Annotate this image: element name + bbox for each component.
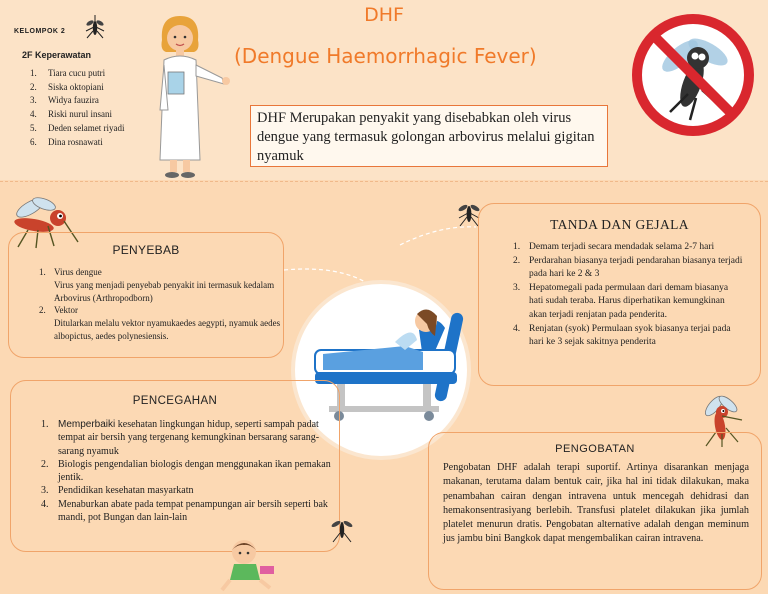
- list-item: 1. Demam terjadi secara mendadak selama 2-7 hari: [513, 242, 715, 252]
- member-item: 4. Riski nurul insani: [30, 109, 113, 120]
- member-item: 2. Siska oktopiani: [30, 81, 104, 92]
- list-item: 2. Biologis pengendalian biologis dengan menggunakan ikan pemakan jentik.: [41, 458, 331, 484]
- group-title: KELOMPOK 2: [14, 28, 66, 35]
- list-item: 4. Menaburkan abate pada tempat penampungan air bersih seperti bak mandi, pot Bungan dan lain-lain: [41, 498, 328, 524]
- child-illustration: [214, 536, 278, 592]
- pencegahan-list: [41, 418, 336, 524]
- list-item: 4. Renjatan (syok) Permulaan syok biasanya terjai pada hari ke 3 sejak sakitnya penderita: [513, 323, 731, 348]
- member-item: 6. Dina rosnawati: [30, 136, 103, 147]
- page-title: DHF: [364, 4, 404, 26]
- list-item: 3. Hepatomegali pada permulaan dari demam biasanya hati sudah teraba. Harus diperhatikan kemungkinan akan terjadi renjatan pada penderita.: [513, 282, 729, 320]
- class-name: 2F Keperawatan: [22, 50, 92, 60]
- list-item: 2. Vektor Ditularkan melalu vektor nyamukaedes aegypti, nyamuk aedes albopictus, aedes polynesiensis.: [39, 305, 281, 341]
- list-item: 2. Perdarahan biasanya terjadi pendarahan biasanya terjadi pada hari ke 2 & 3: [513, 255, 743, 280]
- member-list: [30, 67, 124, 149]
- pengobatan-card: [428, 432, 762, 590]
- penyebab-heading: PENYEBAB: [112, 243, 180, 257]
- list-item: 3. Pendidikan kesehatan masyarkatn: [41, 485, 194, 497]
- list-item: 1. Memperbaiki kesehatan lingkungan hidup, seperti sampah padat tempat air bersih yang tergenang kemungkinan bersarang sarang-sarang nyamuk: [41, 419, 320, 457]
- member-item: 5. Deden selamet riyadi: [30, 122, 125, 133]
- penyebab-card: [8, 232, 284, 358]
- page-subtitle: (Dengue Haemorrhagic Fever): [234, 44, 537, 68]
- mosquito-icon: [330, 514, 354, 544]
- member-item: 3. Widya fauzira: [30, 95, 99, 106]
- pengobatan-heading: PENGOBATAN: [555, 443, 635, 455]
- nurse-illustration: [150, 10, 240, 182]
- no-mosquito-icon: [630, 12, 756, 138]
- pencegahan-card: [10, 380, 340, 552]
- member-item: 1. Tiara cucu putri: [30, 68, 106, 78]
- list-item: 1. Virus dengue Virus yang menjadi penyebab penyakit ini termasuk kedalam Arbovirus (Arthropodborn): [39, 267, 275, 303]
- pengobatan-text: Pengobatan DHF adalah terapi suportif. Artinya disarankan menjaga makanan, terutama dalam bentuk cair, jika hal ini tidak dilakukan, maka penambahan cairan dengan intravena untuk mencegah dehidrasi dan hemakonsentrasiyang berlebih. Transfusi platelet dilakukan jika jumlah platelet menurun dratis. Pengobatan alternative adalah dengan meminum jus jambu bini Bangkok dapat mengembalikan cairan intravena.: [443, 462, 749, 545]
- penyebab-list: [39, 266, 283, 343]
- header-divider: [0, 181, 768, 182]
- pencegahan-heading: PENCEGAHAN: [132, 395, 218, 407]
- tanda-card: [478, 203, 761, 386]
- tanda-list: [513, 241, 743, 350]
- tanda-heading: TANDA DAN GEJALA: [550, 217, 689, 232]
- definition-box: DHF Merupakan penyakit yang disebabkan oleh virus dengue yang termasuk golongan arbovirus melalui gigitan nyamuk: [250, 105, 608, 167]
